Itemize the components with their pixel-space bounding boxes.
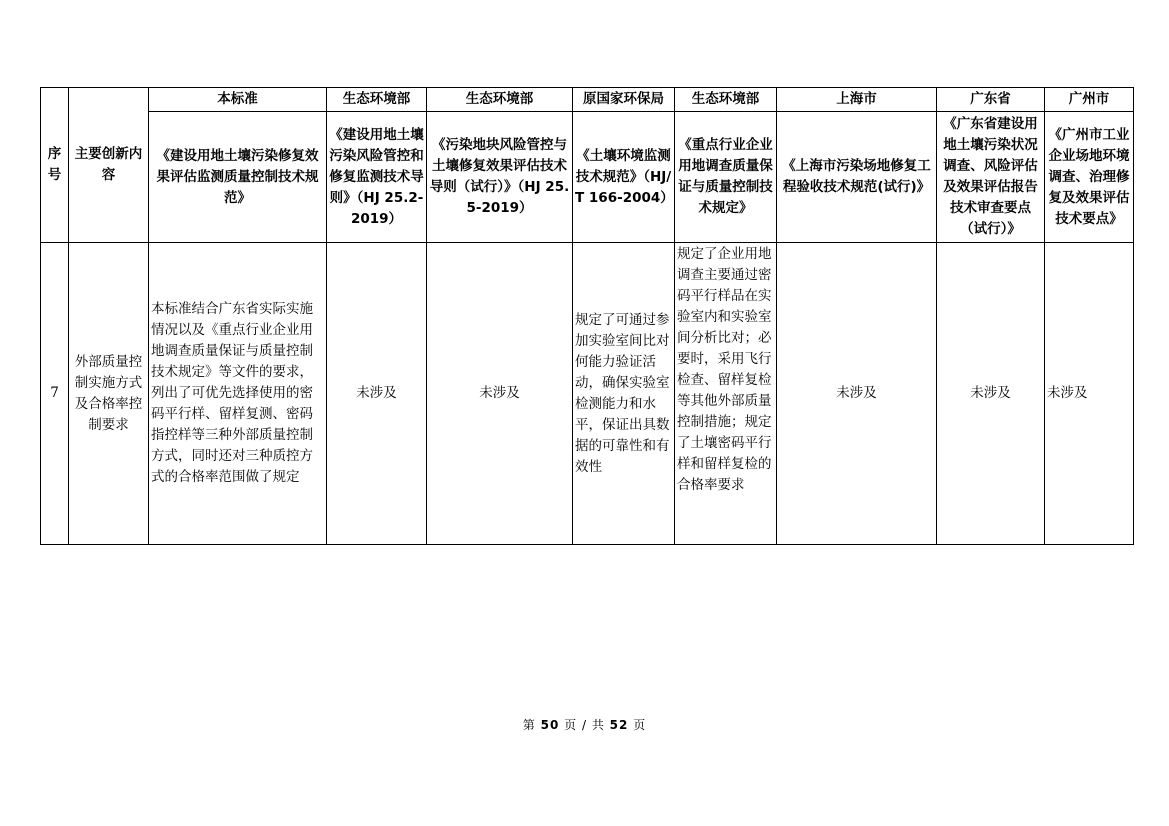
row-cell: 未涉及 (327, 243, 427, 545)
header-standard: 《上海市污染场地修复工程验收技术规范(试行)》 (777, 112, 937, 243)
header-org: 广东省 (937, 88, 1045, 112)
table-row (41, 243, 1134, 545)
header-standard: 《建设用地土壤污染修复效果评估监测质量控制技术规范》 (149, 112, 327, 243)
header-standard: 《土壤环境监测技术规范》（HJ/T 166-2004） (573, 112, 675, 243)
header-org: 上海市 (777, 88, 937, 112)
row-cell: 规定了企业用地调查主要通过密码平行样品在实验室内和实验室间分析比对；必要时，采用飞行检查、留样复检等其他外部质量控制措施；规定了土壤密码平行样和留样复检的合格率要求 (675, 243, 777, 545)
row-cell: 未涉及 (1045, 243, 1134, 545)
header-standard: 《重点行业企业用地调查质量保证与质量控制技术规定》 (675, 112, 777, 243)
header-org: 广州市 (1045, 88, 1134, 112)
header-topic: 主要创新内容 (69, 88, 149, 243)
footer-suffix: 页 (633, 718, 647, 732)
header-standard: 《建设用地土壤污染风险管控和修复监测技术导则》（HJ 25.2-2019） (327, 112, 427, 243)
row-cell: 未涉及 (937, 243, 1045, 545)
header-org: 生态环境部 (327, 88, 427, 112)
header-org: 原国家环保局 (573, 88, 675, 112)
row-cell: 未涉及 (777, 243, 937, 545)
footer-middle: 页 / 共 (564, 718, 605, 732)
header-org: 生态环境部 (675, 88, 777, 112)
footer-prefix: 第 (522, 718, 536, 732)
row-topic: 外部质量控制实施方式及合格率控制要求 (69, 243, 149, 545)
header-seq: 序号 (41, 88, 69, 243)
row-cell: 规定了可通过参加实验室间比对何能力验证活动，确保实验室检测能力和水平，保证出具数据的可靠性和有效性 (573, 243, 675, 545)
page-footer (0, 716, 1169, 733)
comparison-table (40, 87, 1134, 545)
header-org: 本标准 (149, 88, 327, 112)
page-total: 52 (609, 718, 629, 732)
header-org: 生态环境部 (427, 88, 573, 112)
row-cell: 本标准结合广东省实际实施情况以及《重点行业企业用地调查质量保证与质量控制技术规定》等文件的要求，列出了可优先选择使用的密码平行样、留样复测、密码指控样等三种外部质量控制方式，同时还对三种质控方式的合格率范围做了规定 (149, 243, 327, 545)
header-standard: 《广州市工业企业场地环境调查、治理修复及效果评估技术要点》 (1045, 112, 1134, 243)
page-number: 50 (540, 718, 560, 732)
header-standard: 《污染地块风险管控与土壤修复效果评估技术导则（试行）》（HJ 25.5-2019） (427, 112, 573, 243)
row-seq: 7 (41, 243, 69, 545)
header-standard: 《广东省建设用地土壤污染状况调查、风险评估及效果评估报告技术审查要点（试行）》 (937, 112, 1045, 243)
row-cell: 未涉及 (427, 243, 573, 545)
